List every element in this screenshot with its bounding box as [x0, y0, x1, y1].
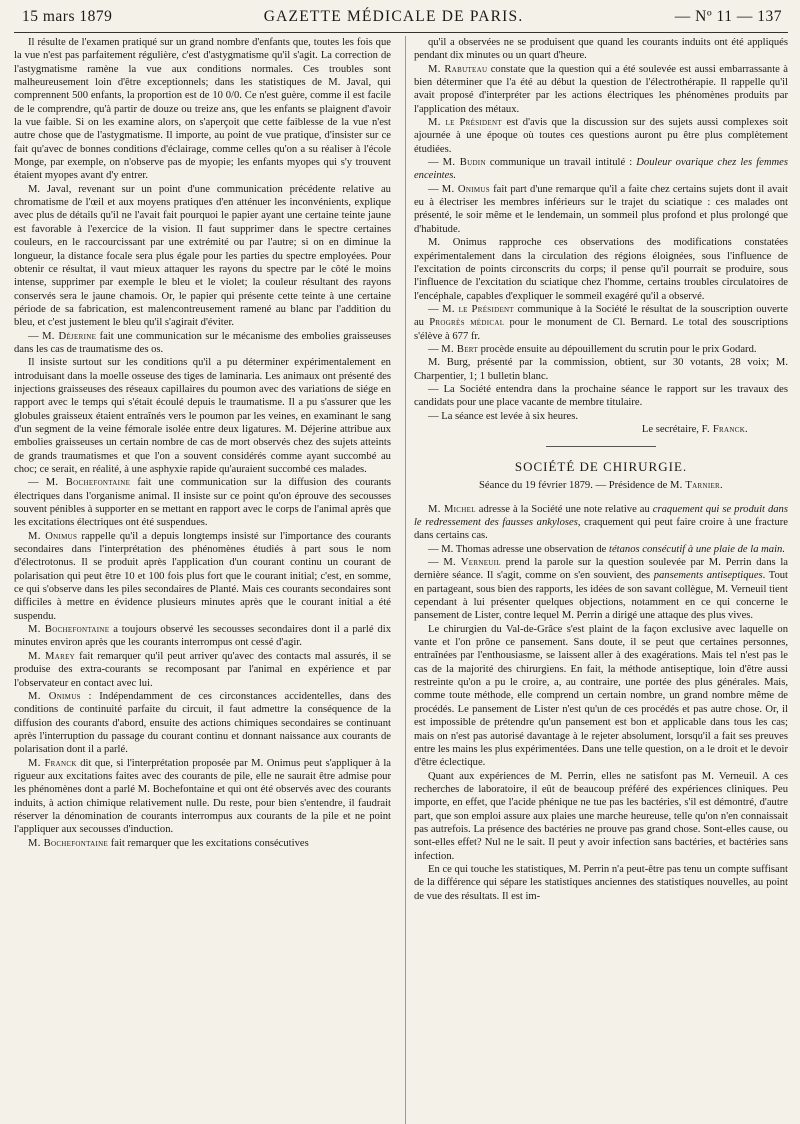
journal-name: Progrès médical	[429, 317, 505, 329]
speaker-name: M. le Président	[442, 303, 514, 315]
issue-and-page-number: — Nº 11 — 137	[674, 8, 782, 25]
paragraph: En ce qui touche les statistiques, M. Perrin n'a peut-être pas tenu un compte suffisant de la différence qui sépare les statistiques anciennes des statistiques nouvelles, au point de vue des résultats. Il est im-	[413, 863, 788, 902]
paragraph: Il résulte de l'examen pratiqué sur un grand nombre d'enfants que, toutes les fois que la vue n'est pas parfaitement régulière, c'est d'astygmatisme qu'il s'agit. La correction de l'astygmatisme ramène la vue aux conditions normales. Ces troubles sont malheureusement loin d'être exceptionnels; dans les statistiques de M. Javal, qui comprennent 500 enfants, la proportion est de 10 0/0. Ce n'est guère, comme il est facile de le comprendre, qu'à partir de douze ou treize ans, que les enfants se plaignent d'avoir la vue faible. Si on les examine alors, on s'aperçoit que cette faiblesse de la vue n'est autre chose que de l'astygmatisme. Il importe, au point de vue pratique, d'insister sur ce fait qu'avec de bonnes conditions d'éclairage, comme celles qu'on a su réaliser à l'école Monge, par exemple, on n'observe pas de myopie; les enfants myopes qui s'y trouvent étaient myopes avant d'y entrer.	[14, 37, 391, 182]
paragraph: — M. Bert procède ensuite au dépouillement du scrutin pour le prix Godard.	[427, 343, 757, 355]
paragraph: M. Marey fait remarquer qu'il peut arriver qu'avec des contacts mal assurés, il se produise des extra-courants se recomposant par l'animal en expérience et par l'observateur en contact avec lui.	[14, 650, 391, 689]
paragraph: M. Onimus : Indépendamment de ces circonstances accidentelles, dans des conditions de continuité parfaite du circuit, il faut admettre la conséquence de la diffusion des courants d'abord, ensuite des actions chimiques secondaires se continuant après l'interruption du passage du courant continu et donnant naissance aux courants de polarisation dont il a parlé.	[14, 690, 391, 756]
paragraph: — M. Budin communique un travail intitulé : Douleur ovarique chez les femmes enceintes.	[413, 157, 788, 182]
signature-line: Le secrétaire, F. Franck.	[641, 423, 748, 435]
secretary-name: F. Franck.	[701, 423, 748, 435]
section-title: SOCIÉTÉ DE CHIRURGIE.	[514, 459, 688, 475]
paragraph: M. Michel adresse à la Société une note relative au craquement qui se produit dans le redressement des fausses ankyloses, craquement qui peut faire croire à une fracture dans certains cas.	[413, 503, 788, 542]
page-header	[14, 8, 788, 33]
speaker-name: M. Onimus	[28, 690, 81, 702]
paragraph: — La Société entendra dans la prochaine séance le rapport sur les travaux des candidats pour une place vacante de membre titulaire.	[413, 383, 788, 409]
paragraph: M. Onimus rapproche ces observations des modifications constatées expérimentalement dans la circulation des régions éloignées, sous l'influence de l'excitation de points circonscrits du corps; il pense qu'il pourrait se produire, sous l'influence de l'excitation du sciatique chez l'homme, certains troubles circulatoires de l'encéphale, capables d'expliquer le sommeil exagéré qu'il a observé.	[413, 237, 788, 302]
paragraph: M. Burg, présenté par la commission, obtient, sur 30 votants, 28 voix; M. Charpentier, 1; 1 bulletin blanc.	[413, 357, 788, 382]
paragraph: M. Bochefontaine a toujours observé les secousses secondaires dont il a parlé dix minutes environ après que les courants interrompus ont cessé d'agir.	[14, 624, 391, 649]
paragraph: M. Bochefontaine fait remarquer que les excitations consécutives	[28, 837, 309, 849]
paragraph: — La séance est levée à six heures.	[427, 410, 578, 422]
paragraph: qu'il a observées ne se produisent que quand les courants induits ont été appliqués pendant dix minutes ou un quart d'heure.	[413, 37, 788, 62]
speaker-name: M. Bert	[441, 343, 478, 355]
paragraph: M. Javal, revenant sur un point d'une communication précédente relative au chromatisme de l'œil et aux moyens pratiques d'en atténuer les inconvénients, explique avec plus de détails qu'il ne l'avait fait pourquoi le papier ayant une certaine teinte jaune est favorable à l'exercice de la vision. Il faut supprimer dans le spectre certaines couleurs, en le raccourcissant par une extrémité ou par l'autre; si on en diminue la longueur, la distance focale sera plus égale pour les parties du spectre employées. Pour obtenir ce résultat, il vaut mieux attaquer les rayons du spectre par le côté le moins intense, supprimer par exemple le bleu et le violet; la couleur résultant des rayons conservés sera le jaune chamois. Or, le papier qui présente cette teinte à une certaine période de sa fabrication, est malencontreusement ramené au blanc par l'addition du bleu, et c'est justement le bleu qu'il s'agirait d'éviter.	[14, 183, 391, 329]
president-name: M. Tarnier.	[669, 480, 723, 492]
speaker-name: M. Franck	[28, 757, 77, 769]
speaker-name: M. Budin	[442, 157, 486, 169]
section-divider	[546, 446, 656, 447]
paragraph: M. Onimus rappelle qu'il a depuis longtemps insisté sur l'importance des courants secondaires dans l'interprétation des phénomènes étudiés à part sous le nom d'électrotonus. Il se produit après l'application d'un courant continu un courant de polarisation qui peut être 10 et 100 fois plus fort que le courant initial; c'est, en somme, ce qui s'observe dans les piles secondaires de Planté. Mais ces courants secondaires sont difficiles à mettre en évidence plusieurs minutes après que le courant initial a été suspendu.	[14, 530, 391, 622]
work-title: tétanos consécutif à une plaie de la main.	[609, 543, 785, 555]
speaker-name: M. Rabuteau	[427, 63, 488, 75]
speaker-name: M. le Président	[427, 117, 502, 129]
speaker-name: M. Onimus	[28, 530, 78, 542]
speaker-name: M. Bochefontaine	[28, 837, 109, 849]
paragraph: Le chirurgien du Val-de-Grâce s'est plaint de la façon exclusive avec laquelle on vante et l'on prône ce pansement. Sans doute, il se peut que certaines personnes, entraînées par l'enthousiasme, se laissent aller à des exagérations. Mais tel n'est pas le cas de la majorité des chirurgiens. En fait, la méthode antiseptique, loin d'être aussi restreinte qu'on a pu le croire, a, au contraire, une portée des plus générales. Mais, comme toute méthode, elle comprend un certain nombre, un grand nombre même de procédés. Le pansement de Lister n'est qu'un de ces procédés et pas autre chose. Or, il est impossible de prétendre qu'un pansement est bon et applicable dans tous les cas; mais on n'est pas autorisé davantage à le rejeter absolument, lorsqu'il a fait ses preuves entre les mains les plus expérimentées. Dans une telle question, on a le droit et le devoir d'être éclectique.	[413, 623, 788, 769]
work-title: craquement qui se produit dans le redressement des fausses ankyloses	[413, 503, 788, 528]
paragraph: M. Rabuteau constate que la question qui a été soulevée est aussi embarrassante à bien déterminer que l'a été au début la question de l'électrothérapie. Il rappelle qu'il avait proposé d'interpréter par les actions électriques les phénomènes produits par l'application des métaux.	[413, 63, 788, 115]
speaker-name: M. Onimus	[441, 183, 490, 195]
paragraph: — M. Bochefontaine fait une communication sur la diffusion des courants électriques dans l'organisme animal. Il insiste sur ce point qu'on éprouve des secousses souvent pénibles à supporter en se mettant en rapport avec le corps de l'animal après que les excitations électriques ont été suspendues.	[14, 477, 391, 529]
paragraph: — M. Déjerine fait une communication sur le mécanisme des embolies graisseuses dans les cas de traumatisme des os.	[14, 330, 391, 355]
paragraph: M. le Président est d'avis que la discussion sur des sujets aussi complexes soit ajournée à une époque où toutes ces questions auront pu être plus complètement étudiées.	[413, 117, 788, 155]
paragraph: — M. le Président communique à la Société le résultat de la souscription ouverte au Progrès médical pour le monument de Cl. Bernard. Le total des souscriptions s'élève à 677 fr.	[413, 303, 788, 342]
journal-title: GAZETTE MÉDICALE DE PARIS.	[263, 8, 524, 25]
paragraph: — M. Onimus fait part d'une remarque qu'il a faite chez certains sujets dont il avait eu à électriser les membres inférieurs sur le trajet du sciatique : ces malades ont présenté, le soir même et le lendemain, un sommeil plus profond et plus prolongé que d'habitude.	[413, 183, 788, 235]
paragraph: — M. Verneuil prend la parole sur la question soulevée par M. Perrin dans la dernière séance. Il s'agit, comme on s'en souvient, des pansements antiseptiques. Tout en partageant, sous bien des rapports, les idées de son savant collègue, M. Verneuil tient cependant à lui présenter quelques objections, notamment en ce qui concerne le pansement de Lister, contre lequel M. Perrin a dirigé une attaque des plus vives.	[413, 557, 788, 622]
speaker-name: M. Bochefontaine	[28, 624, 110, 636]
left-column	[14, 36, 391, 1124]
speaker-name: M. Michel	[427, 503, 476, 515]
right-column	[405, 36, 788, 1124]
columns	[14, 36, 788, 1124]
speaker-name: M. Bochefontaine	[45, 477, 131, 489]
work-title: pansements antiseptiques	[653, 570, 763, 582]
session-line: Séance du 19 février 1879. — Présidence de M. Tarnier.	[479, 480, 723, 492]
speaker-name: M. Déjerine	[42, 330, 97, 342]
speaker-name: M. Verneuil	[443, 557, 501, 569]
paragraph: — M. Thomas adresse une observation de tétanos consécutif à une plaie de la main.	[427, 543, 785, 555]
speaker-name: M. Marey	[28, 650, 76, 662]
paragraph: M. Franck dit que, si l'interprétation proposée par M. Onimus peut s'appliquer à la rigueur aux excitations faites avec des courants de pile, elle ne saurait être admise pour les phénomènes dont a parlé M. Bochefontaine et qui ont été observés avec des courants induits, à action chimique relativement nulle. Du reste, pour bien s'entendre, il faudrait réserver la dénomination de courants interrompus aux courants de la pile et ne point l'appliquer aux secousses d'induction.	[14, 757, 391, 836]
paragraph: Quant aux expériences de M. Perrin, elles ne satisfont pas M. Verneuil. A ces recherches de laboratoire, il eût de beaucoup préféré des expériences cliniques. Peu importe, en effet, que l'acide phénique ne tue pas les bactéries, s'il est démontré, d'autre part, que son emploi assure aux plaies une marche heureuse, telle qu'on n'en connaissait pas autrefois. La présence des bactéries ne prouve pas grand chose. Sont-elles cause, ou sont-elles effet? Nul ne le sait. Il peut y avoir infection sans bactéries, et bactéries sans infection.	[413, 770, 788, 862]
work-title: Douleur ovarique chez les femmes enceintes.	[413, 157, 788, 182]
paragraph: Il insiste surtout sur les conditions qu'il a pu déterminer expérimentalement en introduisant dans la moelle osseuse des tiges de laminaria. Les animaux ont présenté des injections graisseuses des réseaux capillaires du poumon avec des variations de siége en rapport avec le temps qui s'était écoulé depuis le traumatisme. Il a pu s'assurer que les globules graisseux étaient entraînés vers le poumon par les veines, en examinant le sang d'un segment de la veine fémorale isolée entre deux ligatures. M. Déjerine attribue aux embolies graisseuses un certain nombre de cas de mort observés chez des sujets atteints de grands traumatismes et que l'on a souvent considérés comme ayant succombé au choc; ce serait, en réalité, à une asphyxie rapide qu'auraient succombé ces malades.	[14, 357, 391, 475]
header-date: 15 mars 1879	[22, 8, 113, 25]
